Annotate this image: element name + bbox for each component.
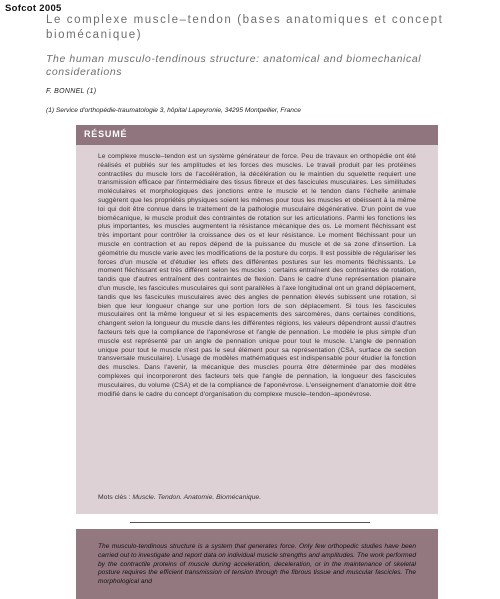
abstract-heading: RÉSUMÉ: [84, 129, 128, 139]
section-divider: [130, 522, 370, 523]
keywords-label: Mots clés :: [98, 494, 131, 501]
summary-text: The musculo-tendinous structure is a system that generates force. Only few orthopedic studies have been carried out to investigate and report data on individual muscle strengths and amplitudes. The work performed by the contractile proteins of muscle during acceleration, deceleration, or in the maintenance of skeletal posture requires the efficient transmission of tension through the fibrous tissue and muscular fascicles. The morphological and: [98, 543, 416, 586]
keywords-list: Muscle. Tendon. Anatomie. Biomécanique.: [132, 494, 262, 501]
author: F. BONNEL (1): [46, 88, 97, 95]
summary-box: [76, 529, 438, 599]
abstract-header: [76, 125, 438, 145]
journal-name: Sofcot 2005: [5, 3, 62, 14]
keywords: [98, 494, 416, 501]
article-title: Le complexe muscle–tendon (bases anatomiques et concept biomécanique): [46, 14, 444, 41]
article-subtitle: The human musculo-tendinous structure: anatomical and biomechanical considerations: [46, 53, 422, 78]
abstract-box: [76, 125, 438, 514]
affiliation: (1) Service d'orthopédie-traumatologie 3, hôpital Lapeyronie, 34295 Montpellier, France: [46, 107, 301, 114]
abstract-text: Le complexe muscle–tendon est un système générateur de force. Peu de travaux en orthopédie ont été réalisés et publiés sur les amplitudes et les forces des muscles. Le travail produit par les protéines contractiles du muscle lors de l'accélération, la décélération ou le maintien du squelette requiert une transmission efficace par l'intermédiaire des tissus fibreux et des fascicules musculaires. Les similitudes moléculaires et morphologiques des jonctions entre le muscle et le tendon dans l'échelle animale suggèrent que les propriétés physiques soient les mêmes pour tous les muscles et obéissent à la même loi qui doit être connue dans le traitement de la pathologie musculaire dégénérative. D'un point de vue biomécanique, le muscle produit des contraintes de rotation sur les articulations. Parmi les fonctions les plus importantes, les muscles augmentent la résistance mécanique des os. Le moment fléchissant est très important pour contrôler la croissance des os et leur résistance. Le moment fléchissant pour un muscle en contraction et au repos dépend de la puissance du muscle et de sa zone d'insertion. La géométrie du muscle varie avec les modifications de la posture du corps. Il est possible de régulariser les forces d'un muscle et d'étudier les effets des différentes postures sur les moments fléchissants. Le moment fléchissant est très différent selon les muscles : certains entraînent des contraintes de rotation, tandis que d'autres entraînent des contraintes de flexion. Dans le cadre d'une représentation planaire d'un muscle, les fascicules musculaires qui sont parallèles à l'axe longitudinal ont un grand déplacement, tandis que les fascicules musculaires avec des angles de pennation élevés subissent une rotation, si bien que leur longueur change sur une portion lors de son déplacement. Si tous les fascicules musculaires ont la même longueur et si les espacements des sarcomères, dans certaines conditions, changent selon la longueur du muscle dans les différentes régions, les valeurs dépendront aussi d'autres facteurs tels que la compliance de l'aponévrose et l'angle de pennation. Le modèle le plus simple d'un muscle est représenté par un angle de pennation unique pour tout le muscle. L'angle de pennation unique pour tout le muscle n'est pas le seul élément pour sa représentation (CSA, surface de section transversale musculaire). L'usage de modèles mathématiques est indispensable pour étudier la fonction des muscles. Dans l'avenir, la mécanique des muscles pourra être déterminée par des modèles complexes qui incorporeront des facteurs tels que l'angle de pennation, la longueur des fascicules musculaires, du volume (CSA) et de la compliance de l'aponévrose. L'enseignement d'anatomie doit être modifié dans le cadre du concept d'organisation du complexe muscle–tendon–aponévrose.: [98, 153, 416, 398]
